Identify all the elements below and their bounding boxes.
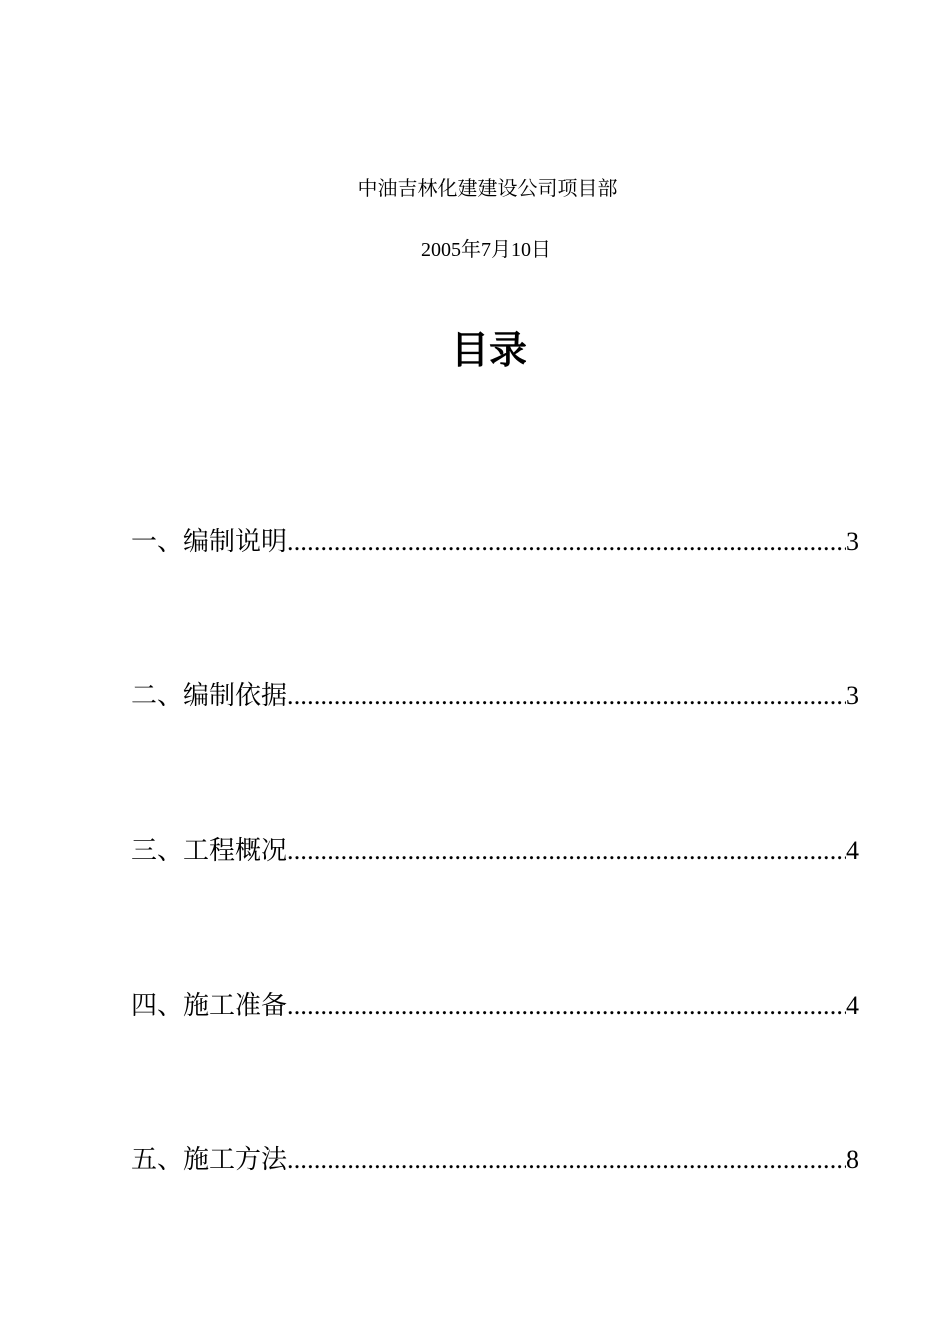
toc-entry-label: 一、编制说明 [131,527,288,557]
toc-page-number: 8 [846,1145,859,1174]
toc-entry-label: 五、施工方法 [131,1145,288,1175]
toc-dot-leader [287,1140,846,1180]
toc-entry-label: 二、编制依据 [131,681,288,711]
toc-entry[interactable] [131,522,859,562]
organization-name: 中油吉林化建建设公司项目部 [357,176,618,200]
document-date: 2005年7月10日 [421,239,551,261]
toc-entry-label: 三、工程概况 [131,836,288,866]
toc-entry[interactable] [131,986,859,1026]
toc-dot-leader [287,676,846,716]
toc-page-number: 4 [846,991,859,1020]
toc-page-number: 4 [846,836,859,865]
table-of-contents [131,0,859,1344]
toc-entry[interactable] [131,676,859,716]
toc-dot-leader [287,522,846,562]
page-title: 目录 [450,328,527,372]
toc-page-number: 3 [846,681,859,710]
toc-dot-leader [287,831,846,871]
toc-dot-leader [287,986,846,1026]
toc-entry[interactable] [131,831,859,871]
toc-page-number: 3 [846,527,859,556]
toc-entry[interactable] [131,1140,859,1180]
toc-entry-label: 四、施工准备 [131,991,288,1021]
